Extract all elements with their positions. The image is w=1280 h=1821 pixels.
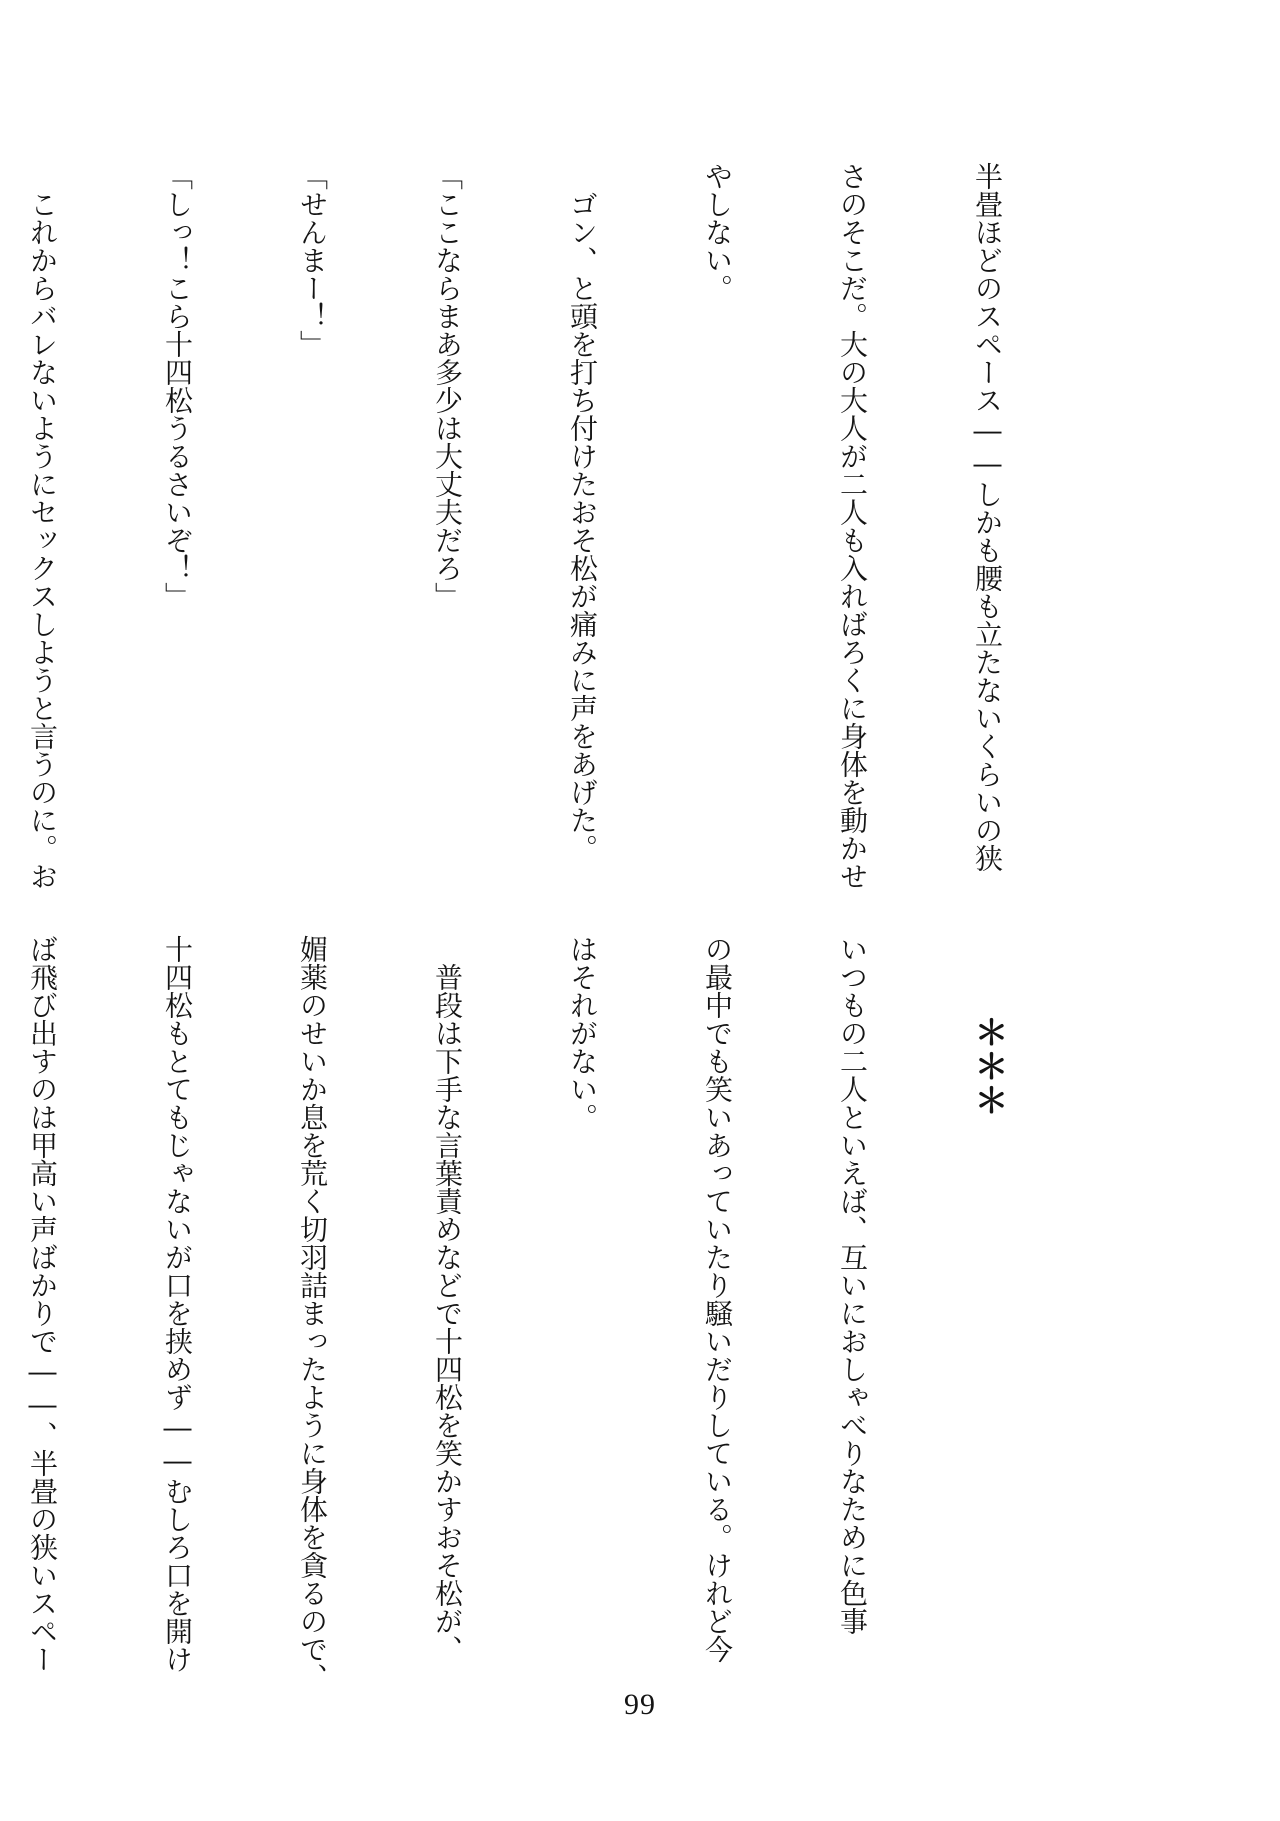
- text-line: 十四松もとてもじゃないが口を挟めず――むしろ口を開け: [161, 935, 194, 1673]
- page-number: 99: [624, 1688, 656, 1721]
- text-line: いつもの二人といえば、互いにおしゃべりなために色事: [836, 935, 869, 1635]
- text-line: の最中でも笑いあっていたり騒いだりしている。けれど今: [701, 935, 734, 1663]
- text-line: やしない。: [701, 162, 734, 302]
- text-line: 媚薬のせいか息を荒く切羽詰まったように身体を貪るので、: [296, 935, 329, 1691]
- text-line: ば飛び出すのは甲高い声ばかりで――、半畳の狭いスペー: [26, 935, 59, 1673]
- text-line: さのそこだ。大の大人が二人も入ればろくに身体を動かせ: [836, 162, 869, 890]
- text-line: 「しっ！こら十四松うるさいぞ！」: [161, 162, 194, 610]
- text-line: ゴン、と頭を打ち付けたおそ松が痛みに声をあげた。: [566, 162, 599, 862]
- text-line: 「せんまー！」: [296, 162, 329, 358]
- lower-text-block: [0, 935, 1100, 1691]
- text-line: これからバレないようにセックスしようと言うのに。お: [26, 162, 59, 890]
- text-line: はそれがない。: [566, 935, 599, 1131]
- upper-text-block: [0, 162, 1100, 890]
- text-line: 半畳ほどのスペース――しかも腰も立たないくらいの狭: [971, 162, 1004, 872]
- text-line: 「ここならまあ多少は大丈夫だろ」: [431, 162, 464, 610]
- section-break: ＊＊＊: [968, 1015, 1008, 1117]
- text-line: 普段は下手な言葉責めなどで十四松を笑かすおそ松が、: [431, 935, 464, 1663]
